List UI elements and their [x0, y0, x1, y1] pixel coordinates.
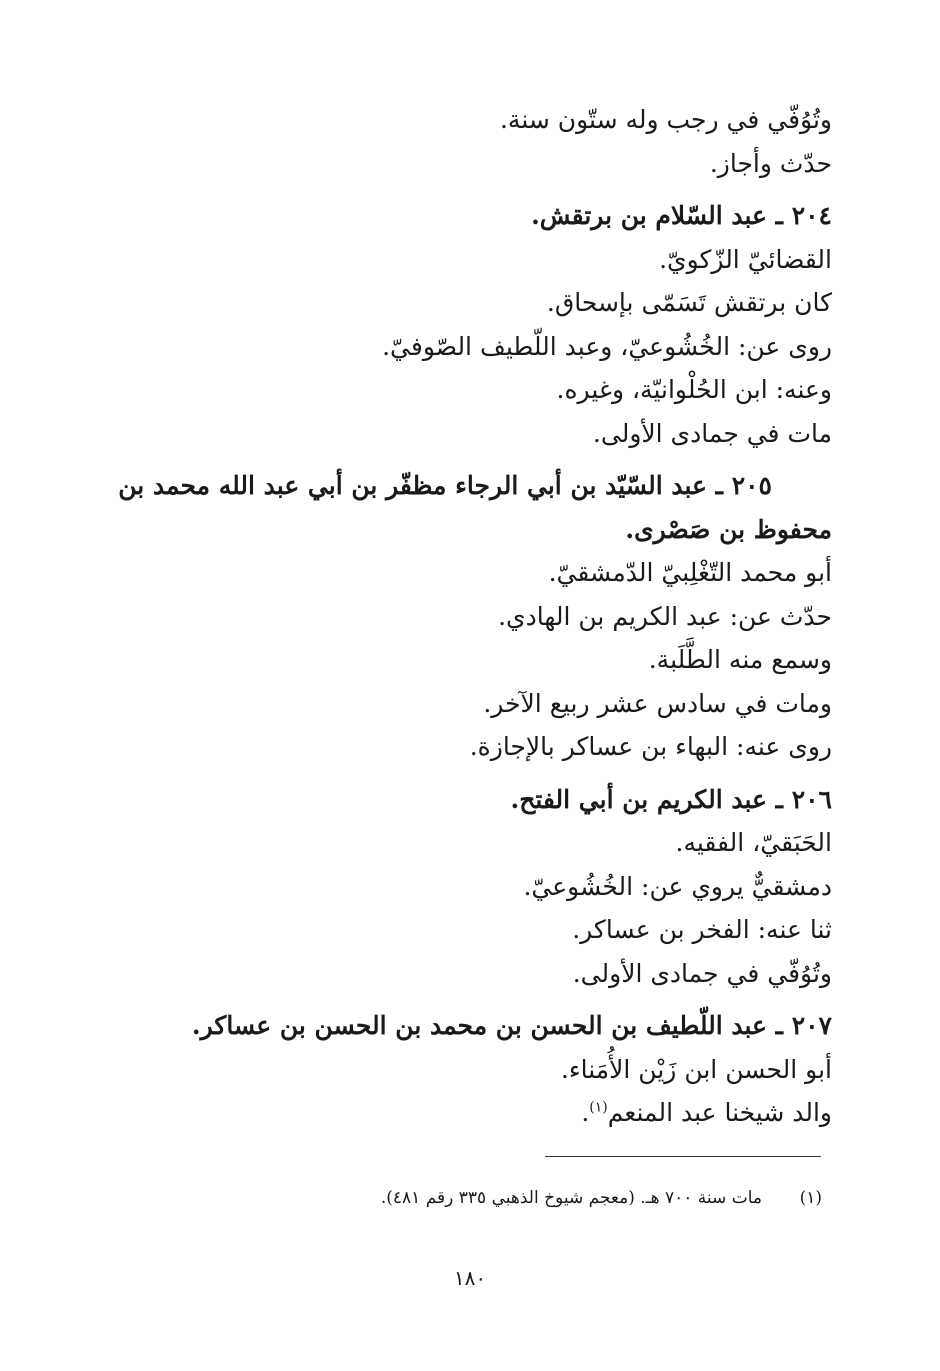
text-line: الحَبَقيّ، الفقيه.	[675, 828, 832, 857]
text-line: أبو الحسن ابن زَيْن الأُمَناء.	[560, 1054, 832, 1084]
text-line: مات في جمادى الأولى.	[592, 418, 832, 448]
main-text	[112, 98, 832, 1135]
text-line-with-footnote	[112, 1091, 832, 1135]
text-line: كان برتقش تَسَمّى بإسحاق.	[546, 288, 832, 317]
footnote-text: مات سنة ٧٠٠ هـ. (معجم شيوخ الذهبي ٣٣٥ رقم ٤٨١).	[380, 1188, 762, 1208]
footnote-divider	[545, 1156, 821, 1157]
text-line: ثنا عنه: الفخر بن عساكر.	[572, 915, 832, 944]
text-line: روى عن: الخُشُوعيّ، وعبد اللّطيف الصّوفيّ.	[382, 331, 832, 361]
text-line: دمشقيٌّ يروي عن: الخُشُوعيّ.	[523, 871, 832, 901]
footnote	[102, 1188, 822, 1208]
text-line: روى عنه: البهاء بن عساكر بالإجازة.	[469, 732, 832, 761]
text-line: القضائيّ الزّكويّ.	[659, 244, 832, 274]
text-line: حدّث عن: عبد الكريم بن الهادي.	[498, 601, 832, 631]
entry-heading-206: ٢٠٦ ـ عبد الكريم بن أبي الفتح.	[510, 784, 832, 814]
entry-heading-204: ٢٠٤ ـ عبد السّلام بن برتقش.	[531, 201, 832, 230]
entry-heading-207: ٢٠٧ ـ عبد اللّطيف بن الحسن بن محمد بن الحسن بن عساكر.	[191, 1011, 832, 1040]
footnote-reference[interactable]: (١)	[589, 1099, 608, 1116]
text-line: وتُوُفّي في رجب وله ستّون سنة.	[499, 105, 832, 134]
text-fragment: .	[581, 1098, 590, 1127]
text-line: ومات في سادس عشر ربيع الآخر.	[483, 688, 832, 718]
text-line: وتُوُفّي في جمادى الأولى.	[572, 958, 832, 988]
page-number: ١٨٠	[453, 1266, 487, 1290]
text-line: أبو محمد التّغْلِبيّ الدّمشقيّ.	[548, 558, 832, 587]
text-line: حدّث وأجاز.	[709, 148, 832, 178]
entry-heading-205: ٢٠٥ ـ عبد السّيّد بن أبي الرجاء مظفّر بن أبي عبد الله محمد بن محفوظ بن صَصْرى.	[118, 471, 832, 544]
text-line: وسمع منه الطَّلَبة.	[648, 645, 832, 674]
text-line: وعنه: ابن الحُلْوانيّة، وغيره.	[556, 375, 832, 404]
footnote-number: (١)	[799, 1188, 822, 1208]
text-fragment: والد شيخنا عبد المنعم	[607, 1098, 832, 1127]
